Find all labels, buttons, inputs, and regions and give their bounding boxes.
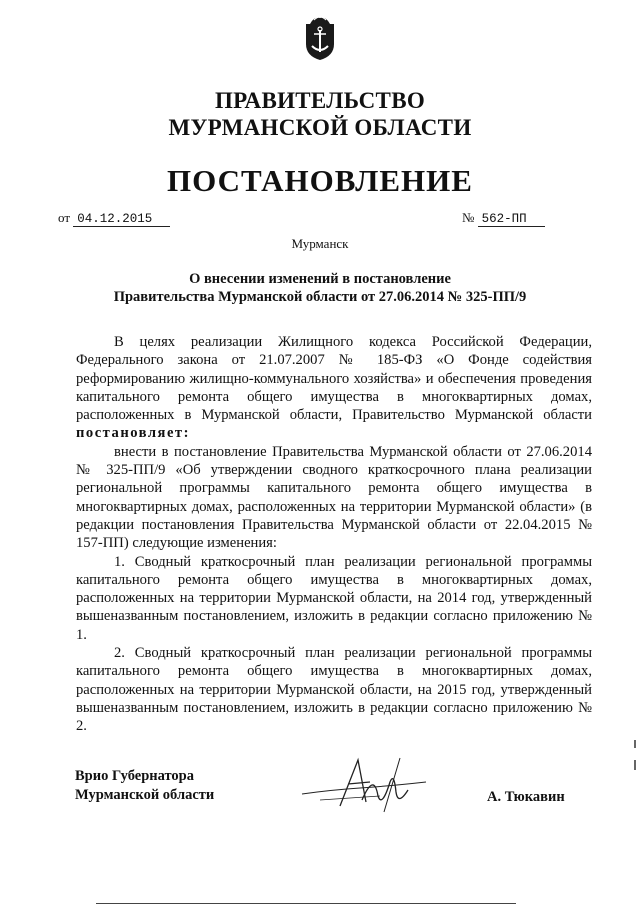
date-prefix: от bbox=[58, 210, 71, 225]
preamble-paragraph bbox=[76, 333, 592, 443]
coat-of-arms-icon bbox=[302, 14, 338, 62]
government-title-line1: ПРАВИТЕЛЬСТВО bbox=[214, 88, 426, 113]
city: Мурманск bbox=[291, 236, 349, 251]
government-title-line2: МУРМАНСКОЙ ОБЛАСТИ bbox=[168, 115, 472, 140]
bottom-divider bbox=[96, 903, 516, 904]
signer-role-line1: Врио Губернатора bbox=[75, 768, 194, 784]
document-date bbox=[58, 210, 170, 227]
subject-line2: Правительства Мурманской области от 27.06.2014 № 325-ПП/9 bbox=[113, 289, 527, 305]
signer-role-line2: Мурманской области bbox=[75, 787, 215, 803]
number-prefix: № bbox=[462, 210, 475, 225]
item-1: 1. Сводный краткосрочный план реализации региональной программы капитального ремонта общего имущества в многоквартирных домах, расположенных на территории Мурманской области, на 2014 год, утвержденный вышеназванным постановлением, изложить в редакции согласно приложению № 1. bbox=[76, 553, 592, 643]
preamble-text: В целях реализации Жилищного кодекса Российской Федерации, Федерального закона от 21.07.2007 № 185-ФЗ «О Фонде содействия реформированию жилищно-коммунального хозяйства» и обеспечения проведения капитального ремонта общего имущества в многоквартирных домах, расположенных в Мурманской области, Правительство Мурманской области bbox=[76, 334, 592, 424]
number-value: 562-ПП bbox=[478, 213, 545, 227]
scan-edge-mark bbox=[634, 760, 636, 770]
signer-name: А. Тюкавин bbox=[487, 789, 565, 805]
subject-line1: О внесении изменений в постановление bbox=[189, 271, 451, 287]
main-clause: внести в постановление Правительства Мурманской области от 27.06.2014 № 325-ПП/9 «Об утверждении сводного краткосрочного плана реализации региональной программы капитального ремонта общего имущества в многоквартирных домах, расположенных на территории Мурманской области» (в редакции постановления Правительства Мурманской области от 22.04.2015 № 157-ПП) следующие изменения: bbox=[76, 443, 592, 552]
item-2: 2. Сводный краткосрочный план реализации региональной программы капитального ремонта общего имущества в многоквартирных домах, расположенных на территории Мурманской области, на 2015 год, утвержденный вышеназванным постановлением, изложить в редакции согласно приложению № 2. bbox=[76, 645, 592, 735]
document-number bbox=[462, 210, 545, 227]
date-value: 04.12.2015 bbox=[73, 213, 170, 227]
scan-edge-mark bbox=[634, 740, 636, 748]
document-type: ПОСТАНОВЛЕНИЕ bbox=[167, 163, 473, 198]
document-body bbox=[76, 333, 592, 736]
handwritten-signature bbox=[300, 752, 430, 814]
decree-word: постановляет: bbox=[76, 425, 190, 442]
